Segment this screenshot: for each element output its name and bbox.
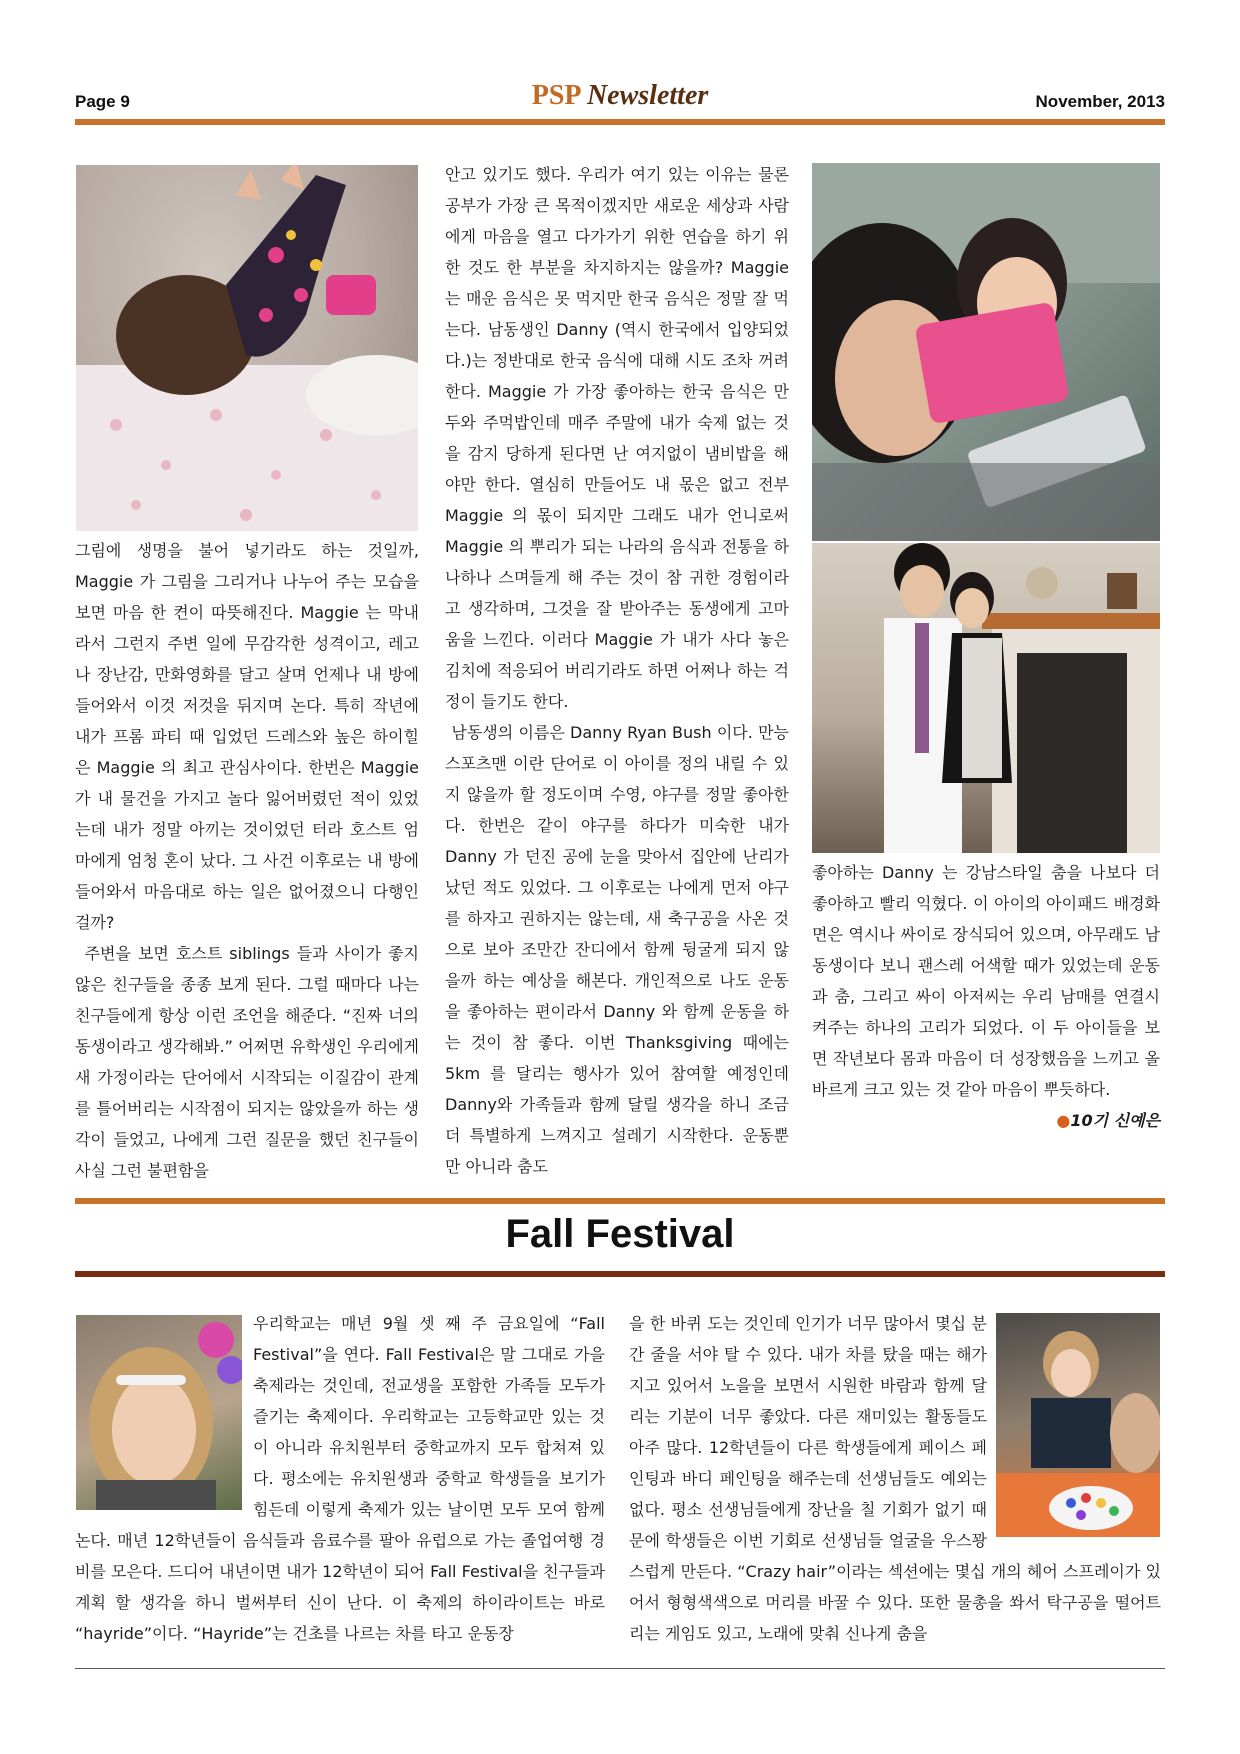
photo-siblings-selfie	[812, 163, 1160, 541]
section-rule-bottom	[75, 1271, 1165, 1277]
photo-siblings-formal	[812, 543, 1160, 853]
photo-child-sleeping	[76, 165, 418, 531]
article1-paragraph: 남동생의 이름은 Danny Ryan Bush 이다. 만능 스포츠맨 이란 단어로 이 아이를 정의 내릴 수 있지 않을까 할 정도이며 수영, 야구를 정말 좋아한다. 한번은 같이 야구를 하다가 미숙한 내가 Danny 가 던진 공에 눈을 맞아서 집안에 난리가 났던 적도 있었다. 그 이후로는 나에게 먼저 야구를 하자고 권하지는 않는데, 새 축구공을 사온 것으로 보아 조만간 잔디에서 함께 뒹굴게 되지 않을까 하는 예상을 해본다. 개인적으로 나도 운동을 좋아하는 편이라서 Danny 와 함께 운동을 하는 것이 참 좋다. 이번 Thanksgiving 때에는 5km 를 달리는 행사가 있어 참여할 예정인데 Danny와 가족들과 함께 달릴 생각을 하니 조금 더 특별하게 느껴지고 설레기 시작한다. 운동뿐 만 아니라 춤도	[445, 723, 789, 1176]
photo-wrap-spacer	[987, 1308, 1161, 1540]
article1-column-2	[445, 159, 789, 1182]
festival-paragraph: 을 한 바퀴 도는 것인데 인기가 너무 많아서 몇십 분간 줄을 서야 탈 수 있다. 내가 차를 탔을 때는 해가 지고 있어서 노을을 보면서 시원한 바람과 함께 달리는 기분이 너무 좋았다. 다른 재미있는 활동들도 아주 많다. 12학년들이 다른 학생들에게 페이스 페인팅과 바디 페인팅을 해주는데 선생님들도 예외는 없다. 평소 선생님들에게 장난을 칠 기회가 없기 때문에 학생들은 이번 기회로 선생님들 얼굴을 우스꽝스럽게 만든다. “Crazy hair”이라는 섹션에는 몇십 개의 헤어 스프레이가 있어서 형형색색으로 머리를 바꿀 수 있다. 또한 물총을 쏴서 탁구공을 떨어트리는 게임도 있고, 노래에 맞춰 신나게 춤을	[629, 1314, 1161, 1643]
header-rule	[75, 119, 1165, 125]
issue-date: November, 2013	[1035, 92, 1165, 111]
author-signature	[1056, 1108, 1160, 1131]
article1-column-1	[75, 535, 419, 1186]
festival-column-2	[629, 1308, 1161, 1649]
article1-paragraph: 주변을 보면 호스트 siblings 들과 사이가 좋지 않은 친구들을 종종 보게 된다. 그럴 때마다 나는 친구들에게 항상 이런 조언을 해준다. “진짜 너의 동생이라고 생각해봐.” 어쩌면 유학생인 우리에게 새 가정이라는 단어에서 시작되는 이질감이 관계를 틀어버리는 시작점이 되지는 않았을까 하는 생각이 들었고, 나에게 그런 질문을 했던 친구들이 사실 그런 불편함을	[75, 944, 419, 1180]
festival-paragraph: 우리학교는 매년 9월 셋 째 주 금요일에 “Fall Festival”을 연다. Fall Festival은 말 그대로 가을 축제라는 것인데, 전교생을 포함한 가족들 모두가 즐기는 축제이다. 우리학교는 고등학교만 있는 것이 아니라 유치원부터 중학교까지 모두 합쳐져 있다. 평소에는 유치원생과 중학교 학생들을 보기가 힘든데 이렇게 축제가 있는 날이면 모두 모여 함께 논다. 매년 12학년들이 음식들과 음료수를 팔아 유럽으로 가는 졸업여행 경비를 모은다. 드디어 내년이면 내가 12학년이 되어 Fall Festival을 친구들과 계획 할 생각을 하니 벌써부터 신이 난다. 이 축제의 하이라이트는 바로 “hayride”이다. “Hayride”는 건초를 나르는 차를 타고 운동장	[75, 1314, 605, 1643]
article1-paragraph: 그림에 생명을 불어 넣기라도 하는 것일까, Maggie 가 그림을 그리거나 나누어 주는 모습을 보면 마음 한 켠이 따뜻해진다. Maggie 는 막내라서 그런지 주변 일에 무감각한 성격이고, 레고나 장난감, 만화영화를 달고 살며 언제나 내 방에 들어와서 이것 저것을 뒤지며 논다. 특히 작년에 내가 프롬 파티 때 입었던 드레스와 높은 하이힐은 Maggie 의 최고 관심사이다. 한번은 Maggie 가 내 물건을 가지고 놀다 잃어버렸던 적이 있었는데 내가 정말 아끼는 것이었던 터라 호스트 엄마에게 엄청 혼이 났다. 그 사건 이후로는 내 방에 들어와서 마음대로 하는 일은 없어졌으니 다행인 걸까?	[75, 541, 419, 932]
article1-column-3	[812, 857, 1160, 1105]
festival-column-1	[75, 1308, 605, 1649]
footer-rule	[75, 1668, 1165, 1669]
photo-wrap-spacer	[75, 1308, 253, 1513]
newsletter-title-rest: Newsletter	[586, 80, 709, 111]
page-number: Page 9	[75, 92, 130, 111]
section-rule-top	[75, 1198, 1165, 1204]
article1-paragraph: 안고 있기도 했다. 우리가 여기 있는 이유는 물론 공부가 가장 큰 목적이겠지만 새로운 세상과 사람에게 마음을 열고 다가가기 위한 연습을 하기 위한 것도 한 부분을 차지하지는 않을까? Maggie 는 매운 음식은 못 먹지만 한국 음식은 정말 잘 먹는다. 남동생인 Danny (역시 한국에서 입양되었다.)는 정반대로 한국 음식에 대해 시도 조차 꺼려한다. Maggie 가 가장 좋아하는 한국 음식은 만두와 주먹밥인데 매주 주말에 내가 숙제 없는 것을 감지 당하게 된다면 난 여지없이 냄비밥을 해야만 한다. 열심히 만들어도 내 몫은 없고 전부 Maggie 의 몫이 되지만 그래도 내가 언니로써 Maggie 의 뿌리가 되는 나라의 음식과 전통을 하나하나 스며들게 해 주는 것이 참 귀한 경험이라고 생각하며, 그것을 잘 받아주는 동생에게 고마움을 느낀다. 이러다 Maggie 가 내가 사다 놓은 김치에 적응되어 버리기라도 하면 어쩌나 하는 걱정이 들기도 한다.	[445, 165, 789, 711]
newsletter-title-brand: PSP	[531, 80, 580, 111]
signature-bullet-icon: ●	[1056, 1111, 1071, 1130]
section-title: Fall Festival	[505, 1212, 735, 1256]
author-name: 10기 신예은	[1070, 1111, 1160, 1130]
article1-paragraph: 좋아하는 Danny 는 강남스타일 춤을 나보다 더 좋아하고 빨리 익혔다. 이 아이의 아이패드 배경화면은 역시나 싸이로 장식되어 있으며, 아무래도 남동생이다 보니 괜스레 어색할 때가 있었는데 운동과 춤, 그리고 싸이 아저씨는 우리 남매를 연결시켜주는 하나의 고리가 되었다. 이 두 아이들을 보면 작년보다 몸과 마음이 더 성장했음을 느끼고 올바르게 크고 있는 것 같아 마음이 뿌듯하다.	[812, 863, 1160, 1099]
